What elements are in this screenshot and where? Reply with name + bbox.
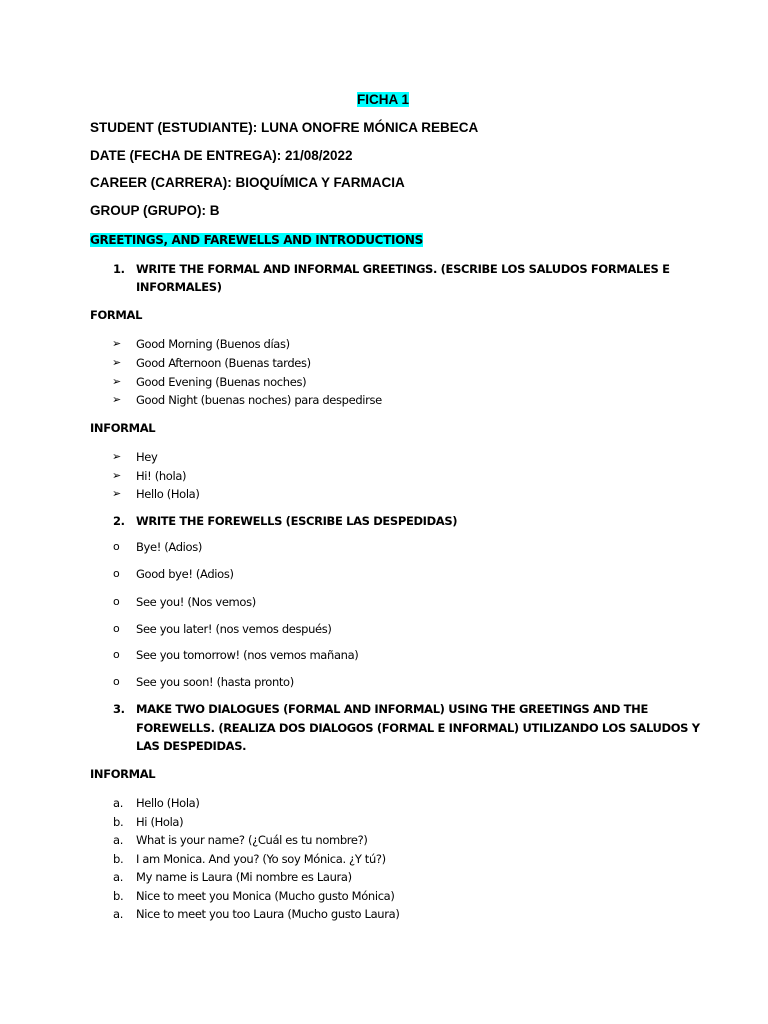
document-page: FICHA 1 STUDENT (ESTUDIANTE): LUNA ONOFRE MÓNICA REBECA DATE (FECHA DE ENTREGA): 21/08/2022 CAREER (CARRERA): BIOQUÍMICA Y FARMACIA GROUP (GRUPO): B GREETINGS, AND FAREWELLS AND INTRODUCTIONS 1. WRITE THE FORMAL AND INFORMAL GREETINGS. (ESCRIBE LOS SALUDOS FORMALES E INFORMALES) FORMAL ➢ Good Morning (Buenos días) ➢ Good Afternoon (Buenas tardes) ➢ Good Evening (Buenas noches) ➢ Good Night (buenas noches) para despedirse INFORMAL ➢ Hey ➢ Hi! (hola) ➢ Hello (Hola) 2. WRITE THE FOREWELLS (ESCRIBE LAS DESPEDIDAS) o Bye! (Adios) o Good bye! (Adios) o See you! (Nos vemos) o See you later! (nos vemos después) o See you tomorrow! (nos vemos mañana) o See you soon! (hasta pronto) 3. MAKE TWO DIALOGUES (FORMAL AND INFORMAL) USING THE GREETINGS AND THE FOREWELLS. (REALIZA DOS DIALOGOS (FORMAL E INFORMAL) UTILIZANDO LOS SALUDOS Y LAS DESPEDIDAS. INFORMAL a. Hello (Hola) b. Hi (Hola) a. What is your name? (¿Cuál es tu nombre?) b. I am Monica. And you? (Yo soy Mónica. ¿Y tú?) a. My name is Laura (Mi nombre es Laura) b. Nice to meet you Monica (Mucho gusto Mónica) a. Nice to meet you too Laura (Mucho gusto Laura) (90, 92, 700, 921)
circle-bullet-icon: o (113, 675, 120, 688)
arrow-bullet-icon: ➢ (112, 393, 122, 406)
arrow-bullet-icon: ➢ (112, 375, 122, 388)
question-2-number: 2. (113, 514, 125, 528)
question-3-line-1: MAKE TWO DIALOGUES (FORMAL AND INFORMAL) USING THE GREETINGS AND THE (136, 702, 648, 716)
dialogue-text: I am Monica. And you? (Yo soy Mónica. ¿Y tú?) (136, 852, 386, 866)
arrow-bullet-icon: ➢ (112, 337, 122, 350)
dialogue-text: Nice to meet you too Laura (Mucho gusto Laura) (136, 907, 400, 921)
question-3-number: 3. (113, 702, 125, 716)
group-line: GROUP (GRUPO): B (90, 203, 220, 218)
question-3-line-3: LAS DESPEDIDAS. (136, 739, 247, 753)
career-line: CAREER (CARRERA): BIOQUÍMICA Y FARMACIA (90, 175, 405, 190)
question-1-line-2: INFORMALES) (136, 280, 222, 294)
question-1-line-1: WRITE THE FORMAL AND INFORMAL GREETINGS. (ESCRIBE LOS SALUDOS FORMALES E (136, 262, 670, 276)
dialogue-marker: a. (113, 833, 124, 847)
dialogue-informal-label: INFORMAL (90, 767, 156, 781)
dialogue-text: My name is Laura (Mi nombre es Laura) (136, 870, 352, 884)
student-line: STUDENT (ESTUDIANTE): LUNA ONOFRE MÓNICA REBECA (90, 120, 479, 135)
circle-bullet-icon: o (113, 622, 120, 635)
arrow-bullet-icon: ➢ (112, 487, 122, 500)
question-1-number: 1. (113, 262, 125, 276)
document-title: FICHA 1 (357, 92, 410, 107)
circle-bullet-icon: o (113, 540, 120, 553)
arrow-bullet-icon: ➢ (112, 450, 122, 463)
circle-bullet-icon: o (113, 648, 120, 661)
dialogue-text: Nice to meet you Monica (Mucho gusto Mónica) (136, 889, 395, 903)
formal-label: FORMAL (90, 308, 143, 322)
date-line: DATE (FECHA DE ENTREGA): 21/08/2022 (90, 148, 353, 163)
circle-bullet-icon: o (113, 567, 120, 580)
dialogue-text: Hello (Hola) (136, 796, 200, 810)
dialogue-marker: a. (113, 907, 124, 921)
dialogue-text: What is your name? (¿Cuál es tu nombre?) (136, 833, 368, 847)
dialogue-marker: b. (113, 852, 124, 866)
arrow-bullet-icon: ➢ (112, 469, 122, 482)
dialogue-marker: a. (113, 796, 124, 810)
dialogue-text: Hi (Hola) (136, 815, 184, 829)
informal-label: INFORMAL (90, 421, 156, 435)
arrow-bullet-icon: ➢ (112, 356, 122, 369)
circle-bullet-icon: o (113, 595, 120, 608)
question-2-text: WRITE THE FOREWELLS (ESCRIBE LAS DESPEDIDAS) (136, 514, 458, 528)
dialogue-marker: a. (113, 870, 124, 884)
section-title: GREETINGS, AND FAREWELLS AND INTRODUCTIONS (90, 233, 423, 247)
dialogue-marker: b. (113, 815, 124, 829)
question-3-line-2: FOREWELLS. (REALIZA DOS DIALOGOS (FORMAL E INFORMAL) UTILIZANDO LOS SALUDOS Y (136, 721, 700, 735)
dialogue-marker: b. (113, 889, 124, 903)
